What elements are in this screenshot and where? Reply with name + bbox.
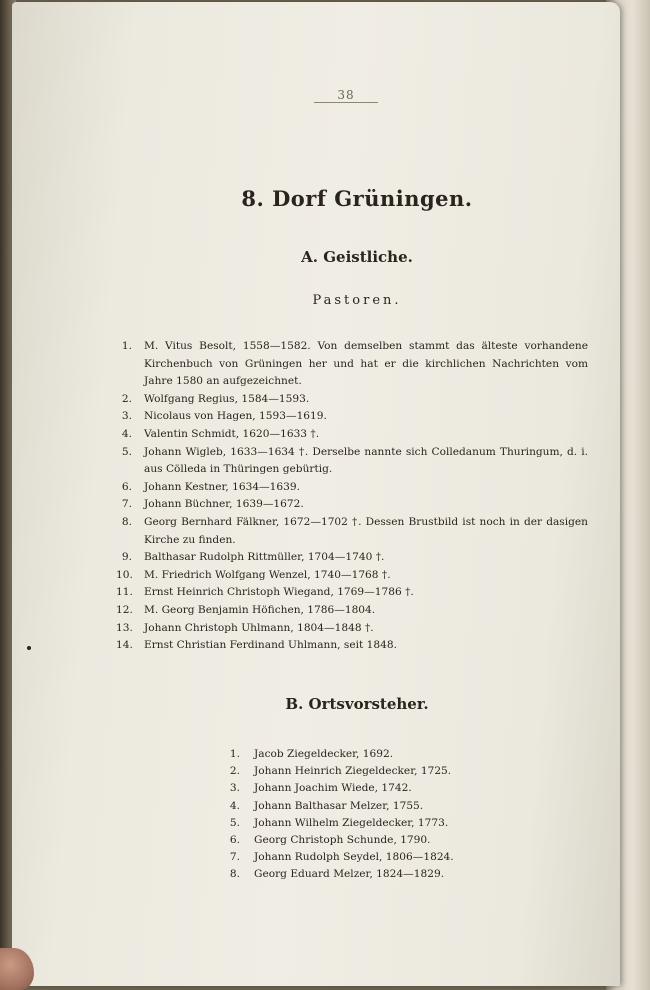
list-item-number: 3. xyxy=(229,782,240,795)
pastors-heading: Pastoren. xyxy=(312,293,402,308)
list-item-text: Johann Balthasar Melzer, 1755. xyxy=(254,799,424,812)
list-item-text: Johann Büchner, 1639—1672. xyxy=(144,498,304,511)
list-item xyxy=(116,496,588,514)
list-item-number: 4. xyxy=(229,799,240,812)
page-number-rule xyxy=(314,102,378,103)
list-item-text: M. Georg Benjamin Höfichen, 1786—1804. xyxy=(144,603,376,616)
list-item-number: 3. xyxy=(121,410,132,423)
list-item-number: 1. xyxy=(229,748,240,760)
list-item xyxy=(226,815,526,832)
list-item xyxy=(116,338,588,391)
list-item xyxy=(116,567,588,585)
list-item-text: Jacob Ziegeldecker, 1692. xyxy=(254,748,394,760)
list-item-text: Johann Wilhelm Ziegeldecker, 1773. xyxy=(254,816,449,829)
list-item xyxy=(116,408,588,426)
list-item-number: 13. xyxy=(116,621,133,634)
list-item-number: 9. xyxy=(121,551,132,564)
book-page xyxy=(12,2,620,986)
list-item-text: Balthasar Rudolph Rittmüller, 1704—1740 †. xyxy=(144,551,385,564)
list-item xyxy=(116,479,588,497)
list-item-number: 5. xyxy=(229,816,240,829)
list-item-number: 12. xyxy=(116,603,133,616)
list-item xyxy=(116,602,588,620)
list-item-text: Johann Heinrich Ziegeldecker, 1725. xyxy=(254,765,452,778)
list-item xyxy=(116,549,588,567)
list-item-number: 11. xyxy=(116,586,133,599)
list-item-text: Ernst Heinrich Christoph Wiegand, 1769—1786 †. xyxy=(144,586,414,599)
list-item-number: 6. xyxy=(229,834,240,847)
list-item xyxy=(116,391,588,409)
list-item-number: 8. xyxy=(121,515,132,528)
list-item xyxy=(226,763,526,780)
list-item-text: M. Vitus Besolt, 1558—1582. Von demselben stammt das älteste vorhandene Kirchenbuch von Grüningen her und hat er die kirchlichen Nachrichten vom Jahre 1580 an aufgezeichnet. xyxy=(144,340,588,388)
list-item-number: 4. xyxy=(121,427,132,440)
list-item-text: Valentin Schmidt, 1620—1633 †. xyxy=(144,427,320,440)
list-item-number: 8. xyxy=(229,868,240,881)
list-item-text: Georg Christoph Schunde, 1790. xyxy=(254,834,431,847)
list-item-number: 14. xyxy=(116,639,133,652)
list-item-number: 6. xyxy=(121,480,132,493)
ink-dot xyxy=(27,646,31,650)
list-item-number: 7. xyxy=(121,498,132,511)
list-item-text: Ernst Christian Ferdinand Uhlmann, seit 1848. xyxy=(144,639,397,652)
list-item-number: 10. xyxy=(116,568,133,581)
list-item xyxy=(116,514,588,549)
list-item-text: Georg Bernhard Fälkner, 1672—1702 †. Dessen Brustbild ist noch in der dasigen Kirche zu finden. xyxy=(144,515,588,546)
list-item-text: Johann Kestner, 1634—1639. xyxy=(144,480,300,493)
list-item xyxy=(116,620,588,638)
list-item-number: 2. xyxy=(121,392,132,405)
list-item xyxy=(116,426,588,444)
mayor-list xyxy=(226,746,526,884)
list-item xyxy=(226,798,526,815)
list-item-text: Georg Eduard Melzer, 1824—1829. xyxy=(254,868,445,881)
list-item-text: Johann Rudolph Seydel, 1806—1824. xyxy=(254,851,454,864)
list-item-text: Johann Wigleb, 1633—1634 †. Derselbe nannte sich Colledanum Thuringum, d. i. aus Cölleda in Thüringen gebürtig. xyxy=(144,445,588,476)
page-number: 38 xyxy=(337,88,355,102)
list-item-number: 5. xyxy=(121,445,132,458)
list-item-text: M. Friedrich Wolfgang Wenzel, 1740—1768 †. xyxy=(144,568,391,581)
list-item xyxy=(116,637,588,655)
list-item xyxy=(226,849,526,866)
list-item xyxy=(226,746,526,763)
section-a-heading: A. Geistliche. xyxy=(301,248,413,266)
list-item xyxy=(116,584,588,602)
list-item xyxy=(226,866,526,883)
list-item xyxy=(226,832,526,849)
list-item xyxy=(116,444,588,479)
list-item-number: 2. xyxy=(229,765,240,778)
page-title: 8. Dorf Grüningen. xyxy=(241,186,473,211)
section-b-heading: B. Ortsvorsteher. xyxy=(285,695,429,713)
list-item-text: Nicolaus von Hagen, 1593—1619. xyxy=(144,410,327,423)
list-item-text: Johann Joachim Wiede, 1742. xyxy=(254,782,412,795)
list-item xyxy=(226,780,526,797)
list-item-number: 7. xyxy=(229,851,240,864)
list-item-number: 1. xyxy=(121,340,132,352)
pastor-list xyxy=(116,338,588,655)
list-item-text: Wolfgang Regius, 1584—1593. xyxy=(144,392,310,405)
list-item-text: Johann Christoph Uhlmann, 1804—1848 †. xyxy=(144,621,374,634)
